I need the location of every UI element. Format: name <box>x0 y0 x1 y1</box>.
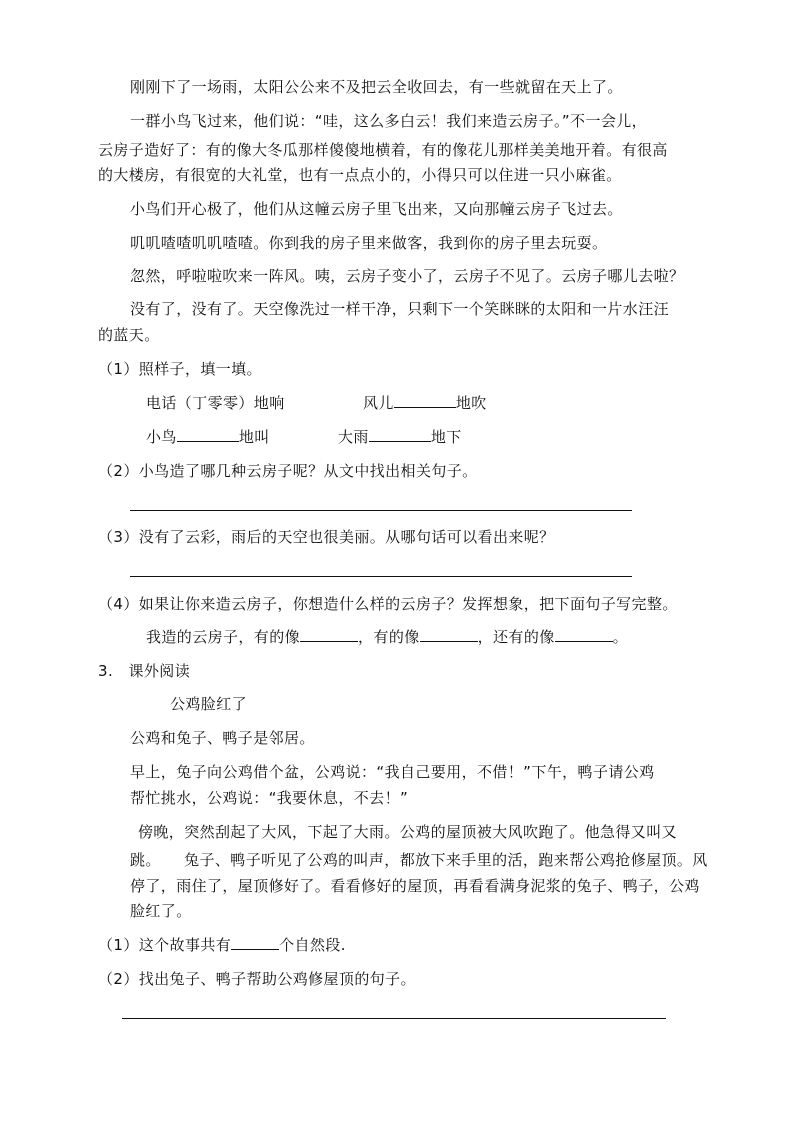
question-1-item-wind <box>363 393 487 413</box>
story-paragraph-3-line-1: 傍晚，突然刮起了大风，下起了大雨。公鸡的屋顶被大风吹跑了。他急得又叫又 <box>138 823 678 841</box>
passage1-paragraph-6-line-2: 的蓝天。 <box>98 326 160 344</box>
story-paragraph-3-line-3: 停了，雨住了，屋顶修好了。看看修好的屋顶，再看看满身泥浆的兔子、鸭子，公鸡 <box>130 877 700 895</box>
passage1-paragraph-2-line-2: 云房子造好了：有的像大冬瓜那样傻傻地横着，有的像花儿那样美美地开着。有很高 <box>98 141 668 159</box>
question-4-prompt: （4）如果让你来造云房子，你想造什么样的云房子？发挥想象，把下面句子写完整。 <box>98 595 678 613</box>
passage1-paragraph-2-line-3: 的大楼房，有很宽的大礼堂，也有一点点小的，小得只可以住进一只小麻雀。 <box>98 166 622 184</box>
passage1-paragraph-4: 叽叽喳喳叽叽喳喳。你到我的房子里来做客，我到你的房子里去玩耍。 <box>130 234 608 252</box>
story-paragraph-3-line-4: 脸红了。 <box>130 902 192 920</box>
passage1-paragraph-5: 忽然，呼啦啦吹来一阵风。咦，云房子变小了，云房子不见了。云房子哪儿去啦？ <box>130 267 685 285</box>
question-4-sentence <box>146 627 628 647</box>
story-paragraph-2-line-2: 帮忙挑水，公鸡说：“我要休息，不去！” <box>130 789 409 807</box>
answer-line-question-3[interactable] <box>130 576 632 577</box>
example-text: 电话（丁零零）地响 <box>146 394 285 412</box>
passage1-paragraph-1: 刚刚下了一场雨，太阳公公来不及把云全收回去，有一些就留在天上了。 <box>130 78 623 96</box>
question-1-item-rain <box>338 427 462 447</box>
item-rain-prefix: 大雨 <box>338 428 369 446</box>
story-title: 公鸡脸红了 <box>170 695 248 713</box>
answer-blank-paragraph-count[interactable] <box>231 935 279 950</box>
question-1-prompt: （1）照样子，填一填。 <box>98 360 262 378</box>
item-rain-suffix: 地下 <box>430 428 462 446</box>
question-2-prompt: （2）小鸟造了哪几种云房子呢？从文中找出相关句子。 <box>98 462 478 480</box>
answer-line-question-2[interactable] <box>130 510 632 511</box>
answer-blank-wind[interactable] <box>394 393 456 408</box>
story-question-2: （2）找出兔子、鸭子帮助公鸡修屋顶的句子。 <box>98 970 416 988</box>
sentence-part-1: 我造的云房子，有的像 <box>146 628 301 646</box>
story-question-1-prefix: （1）这个故事共有 <box>98 936 232 954</box>
story-paragraph-2-line-1: 早上，兔子向公鸡借个盆，公鸡说：“我自己要用，不借！”下午，鸭子请公鸡 <box>130 763 655 781</box>
answer-blank-like-1[interactable] <box>300 627 358 642</box>
answer-blank-like-2[interactable] <box>420 627 478 642</box>
item-bird-suffix: 地叫 <box>238 428 270 446</box>
item-wind-suffix: 地吹 <box>455 394 487 412</box>
answer-blank-like-3[interactable] <box>555 627 613 642</box>
story-paragraph-3-line-2: 跳。 兔子、鸭子听见了公鸡的叫声，都放下来手里的活，跑来帮公鸡抢修屋顶。风 <box>130 851 708 869</box>
story-question-1-suffix: 个自然段. <box>279 936 346 954</box>
question-3-prompt: （3）没有了云彩，雨后的天空也很美丽。从哪句话可以看出来呢？ <box>98 528 555 546</box>
question-1-item-bird <box>146 427 270 447</box>
sentence-part-3: ，还有的像 <box>477 628 555 646</box>
answer-blank-rain[interactable] <box>369 427 431 442</box>
passage1-paragraph-2-line-1: 一群小鸟飞过来，他们说：“哇，这么多白云！我们来造云房子。”不一会儿， <box>130 112 648 130</box>
answer-blank-bird[interactable] <box>177 427 239 442</box>
section-3-heading: 3. 课外阅读 <box>98 662 191 680</box>
passage1-paragraph-3: 小鸟们开心极了，他们从这幢云房子里飞出来，又向那幢云房子飞过去。 <box>130 200 623 218</box>
item-wind-prefix: 风儿 <box>363 394 394 412</box>
story-paragraph-1: 公鸡和兔子、鸭子是邻居。 <box>130 729 315 747</box>
question-1-example <box>146 393 285 413</box>
story-question-1 <box>98 935 346 955</box>
answer-line-story-question-2[interactable] <box>122 1018 666 1019</box>
item-bird-prefix: 小鸟 <box>146 428 177 446</box>
sentence-part-2: ，有的像 <box>358 628 420 646</box>
sentence-part-4: 。 <box>612 628 629 646</box>
passage1-paragraph-6-line-1: 没有了，没有了。天空像洗过一样干净，只剩下一个笑眯眯的太阳和一片水汪汪 <box>130 300 670 318</box>
